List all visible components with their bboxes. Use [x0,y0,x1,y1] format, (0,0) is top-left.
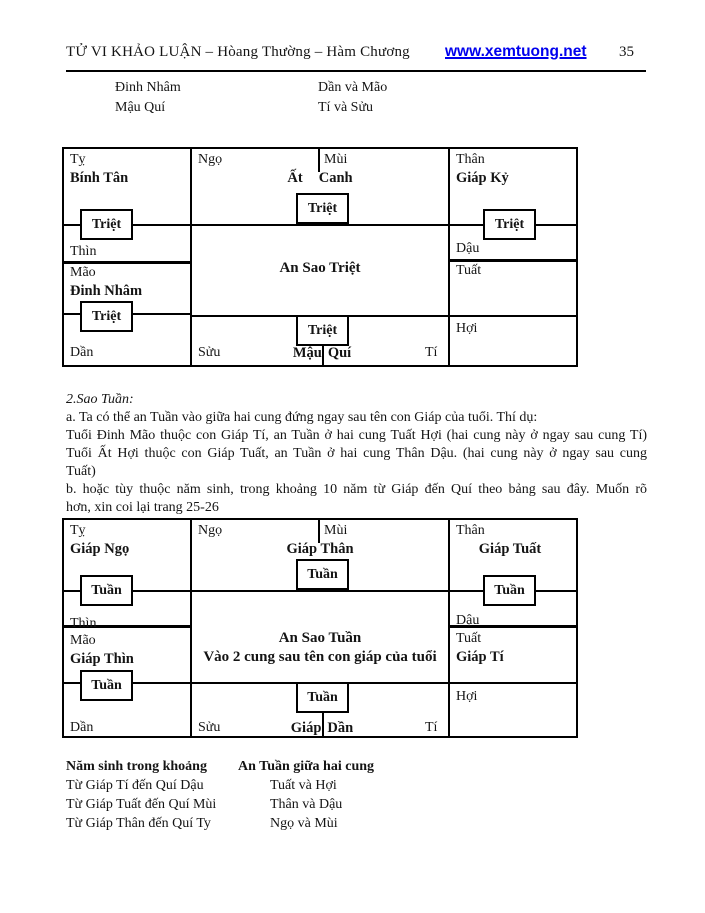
tuan-center-subtitle: Vào 2 cung sau tên con giáp của tuổi [203,649,437,665]
intro-left-line: Mậu Quí [115,100,166,115]
website-link[interactable]: www.xemtuong.net [445,43,587,60]
table-row [66,814,470,833]
tuan-cell-ti-label: Tí [425,720,438,735]
triet-cell-ty-label: Tỵ [70,152,86,167]
tuan-cell-hoi-label: Hợi [456,689,478,704]
triet-cell-hoi-label: Hợi [456,321,478,336]
triet-center-title: An Sao Triệt [279,260,361,276]
triet-cell-mao-name: Đinh Nhâm [70,283,143,299]
triet-cell-ty-name: Bính Tân [70,170,129,186]
tuan-box: Tuần [296,559,349,590]
tuan-chart [62,518,578,738]
section-line: hơn, xin coi lại trang 25-26 [66,500,219,515]
table-header-row [66,757,470,776]
header-rule [66,70,646,72]
tuan-cell-mao-label: Mão [70,633,96,648]
triet-hline-thick [450,259,576,262]
triet-top-stub [318,149,320,172]
section-line: Tuổi Ất Hợi thuộc con Giáp Tuất, an Tuần ở hai cung Thân Dậu. (hai cung này ở ngay sau cung [66,446,647,461]
tuan-top-stub [318,520,320,543]
tuan-box: Tuần [296,682,349,713]
page-number: 35 [619,44,634,60]
triet-cell-ngo-label: Ngọ [198,152,223,167]
tuan-cell-ngo-label: Ngọ [198,523,223,538]
tuan-bottom-name-right: Dần [327,720,354,736]
intro-right-line: Tí và Sửu [318,100,374,115]
tuan-box: Tuần [483,575,536,606]
row-range: Từ Giáp Tí đến Quí Dậu [66,778,204,793]
tuan-cell-tuat-label: Tuất [456,631,482,646]
triet-box: Triệt [80,209,133,240]
triet-box: Triệt [296,193,349,224]
section-line: Tuổi Đinh Mão thuộc con Giáp Tí, an Tuần ở hai cung Tuất Hợi (hai cung này ở ngay sau cung Tí) [66,428,647,443]
tuan-cell-tuat-name: Giáp Tí [456,649,504,665]
triet-cell-suu-label: Sửu [198,345,221,360]
triet-cell-dau-label: Dậu [456,241,480,256]
triet-top-name-left: Ất [287,170,303,186]
sao-tuan-section [66,391,647,517]
section-heading: 2.Sao Tuần: [66,392,134,407]
tuan-cell-than-label: Thân [456,523,485,538]
triet-cell-than-label: Thân [456,152,485,167]
triet-cell-dan-label: Dần [70,345,94,360]
triet-bottom-name-left: Mậu [292,345,322,361]
tuan-cell-than-name: Giáp Tuất [478,541,542,557]
tuan-hline [190,590,450,592]
triet-box: Triệt [483,209,536,240]
tuan-cell-ty-name: Giáp Ngọ [70,541,130,557]
tuan-cell-dau-label: Dậu [456,613,480,628]
table-row [66,795,470,814]
section-line: Tuất) [66,464,96,479]
row-range: Từ Giáp Tuất đến Quí Mùi [66,797,217,812]
triet-top-name-right: Canh [318,170,353,186]
triet-bottom-names [190,345,454,362]
year-range-table [66,757,470,833]
tuan-cell-mui-label: Mùi [324,523,348,538]
triet-chart [62,147,578,367]
triet-cell-tuat-label: Tuất [456,263,482,278]
tuan-cell-suu-label: Sửu [198,720,221,735]
tuan-bottom-name-left: Giáp [290,720,322,736]
triet-box: Triệt [296,315,349,346]
triet-cell-thin-label: Thìn [70,244,97,259]
tuan-hline [450,682,576,684]
row-cung: Tuất và Hợi [270,778,337,793]
row-cung: Ngọ và Mùi [270,816,338,831]
tuan-box: Tuần [80,670,133,701]
section-line: b. hoặc tùy thuộc năm sinh, trong khoảng 10 năm từ Giáp đến Quí theo bảng sau đây. Muốn rõ [66,482,647,497]
triet-hline [450,315,576,317]
row-range: Từ Giáp Thân đến Quí Ty [66,816,211,831]
tuan-center-title: An Sao Tuần [278,630,362,646]
tuan-box: Tuần [80,575,133,606]
tuan-cell-mao-name: Giáp Thìn [70,651,134,667]
triet-cell-mao-label: Mão [70,265,96,280]
tuan-cell-thin-label: Thìn [70,616,97,631]
table-row [66,776,470,795]
triet-hline [190,224,450,226]
triet-box: Triệt [80,301,133,332]
triet-cell-mui-label: Mùi [324,152,348,167]
triet-cell-ti-label: Tí [425,345,438,360]
row-cung: Thân và Dậu [270,797,343,812]
tuan-bottom-names [190,720,454,737]
intro-right-line: Dần và Mão [318,80,388,95]
tuan-top-name: Giáp Thân [286,541,354,557]
triet-top-names [190,170,450,187]
page-title: TỬ VI KHẢO LUẬN – Hòang Thường – Hàm Chương [66,44,410,60]
tuan-cell-dan-label: Dần [70,720,94,735]
triet-bottom-name-right: Quí [327,345,352,361]
col1-header: Năm sinh trong khoảng [66,759,207,774]
intro-left-line: Đinh Nhâm [115,80,181,95]
tuan-cell-ty-label: Tỵ [70,523,86,538]
intro-left-column [115,78,181,118]
col2-header: An Tuần giữa hai cung [238,759,375,774]
section-line: a. Ta có thể an Tuần vào giữa hai cung đứng ngay sau tên con Giáp của tuổi. Thí dụ: [66,410,538,425]
triet-cell-than-name: Giáp Kỷ [456,170,509,186]
intro-right-column [318,78,387,118]
triet-hline-thick [64,261,190,264]
